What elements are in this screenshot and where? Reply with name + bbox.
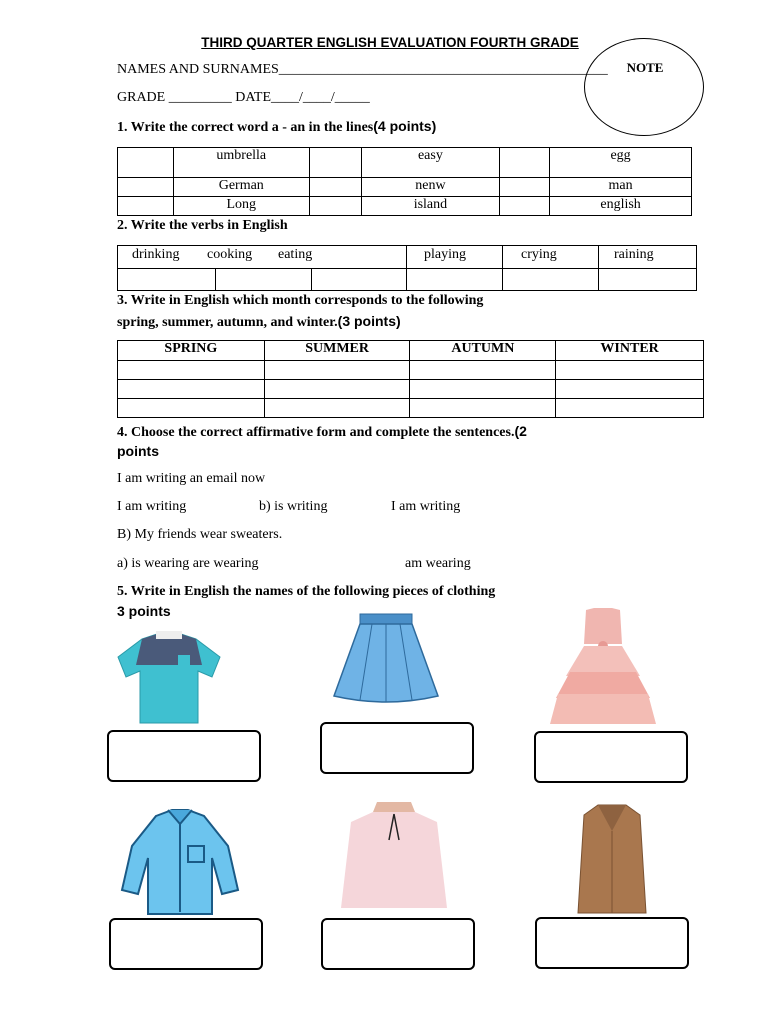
q2-verb: raining [614, 247, 654, 262]
q1-word-cell: Long [173, 197, 309, 216]
q4-option[interactable]: b) is writing [259, 499, 328, 514]
answer-box-4[interactable] [109, 918, 263, 970]
q1-blank-cell[interactable] [118, 148, 174, 178]
q4-option[interactable]: am wearing [405, 556, 471, 571]
q3-header-winter: WINTER [556, 341, 704, 361]
answer-box-2[interactable] [320, 722, 474, 774]
q1-blank-cell[interactable] [309, 197, 361, 216]
table-row [118, 361, 704, 380]
q1-blank-cell[interactable] [309, 178, 361, 197]
q2-answer-cell[interactable] [215, 269, 311, 291]
q4-prompt-wrap [117, 423, 527, 441]
q4-option[interactable]: I am writing [391, 499, 461, 514]
q3-header-autumn: AUTUMN [410, 341, 556, 361]
q4-prompt: 4. Choose the correct affirmative form and complete the sentences. [117, 425, 515, 440]
q3-points: (3 points) [337, 313, 401, 329]
dress-image [548, 606, 658, 728]
table-row [118, 380, 704, 399]
q3-prompt-line2-wrap [117, 313, 401, 331]
table-row [118, 341, 704, 361]
q2-answer-cell[interactable] [407, 269, 503, 291]
q1-word-cell: english [550, 197, 692, 216]
page-title: THIRD QUARTER ENGLISH EVALUATION FOURTH GRADE [201, 35, 579, 50]
q3-answer-cell[interactable] [410, 361, 556, 380]
q3-table [117, 340, 704, 418]
answer-box-6[interactable] [535, 917, 689, 969]
table-row [118, 178, 692, 197]
q4-points-a: (2 [514, 423, 527, 439]
q1-word-cell: German [173, 178, 309, 197]
answer-box-5[interactable] [321, 918, 475, 970]
q1-blank-cell[interactable] [309, 148, 361, 178]
grade-date-label[interactable]: GRADE _________ DATE____/____/_____ [117, 90, 370, 105]
q1-word-cell: umbrella [173, 148, 309, 178]
answer-box-3[interactable] [534, 731, 688, 783]
q2-verb: eating [278, 247, 313, 262]
q1-points: (4 points) [373, 118, 437, 134]
q3-answer-cell[interactable] [556, 361, 704, 380]
q1-blank-cell[interactable] [500, 178, 550, 197]
q1-table [117, 147, 692, 216]
q3-prompt-line2: spring, summer, autumn, and winter. [117, 315, 338, 330]
q1-word-cell: nenw [361, 178, 500, 197]
q4-option[interactable]: I am writing [117, 499, 187, 514]
q3-answer-cell[interactable] [410, 380, 556, 399]
q2-answer-cell[interactable] [599, 269, 697, 291]
note-label: NOTE [626, 60, 664, 75]
blouse-image [335, 800, 453, 912]
q1-word-cell: egg [550, 148, 692, 178]
table-row [118, 197, 692, 216]
q3-header-summer: SUMMER [264, 341, 410, 361]
coat-image [576, 803, 648, 917]
q3-answer-cell[interactable] [264, 361, 410, 380]
q1-prompt [117, 118, 436, 136]
table-row [118, 399, 704, 418]
q5-prompt: 5. Write in English the names of the following pieces of clothing [117, 584, 496, 599]
q3-answer-cell[interactable] [118, 399, 265, 418]
q3-answer-cell[interactable] [118, 380, 265, 399]
q1-word-cell: easy [361, 148, 500, 178]
table-row [118, 269, 697, 291]
q2-verb: playing [424, 247, 466, 262]
q1-blank-cell[interactable] [118, 197, 174, 216]
q1-prompt-text: 1. Write the correct word a - an in the lines [117, 120, 374, 135]
q3-answer-cell[interactable] [556, 399, 704, 418]
q1-blank-cell[interactable] [500, 197, 550, 216]
shirt-image [116, 806, 244, 918]
q4-sentence-a: I am writing an email now [117, 471, 266, 486]
q3-header-spring: SPRING [118, 341, 265, 361]
q3-answer-cell[interactable] [264, 380, 410, 399]
q5-points: 3 points [117, 603, 171, 619]
names-field-label[interactable]: NAMES AND SURNAMES_______________________________________________ [117, 62, 608, 77]
q2-verb: crying [521, 247, 557, 262]
note-circle [584, 38, 704, 136]
q2-cell [311, 246, 407, 269]
q3-answer-cell[interactable] [264, 399, 410, 418]
q4-option[interactable]: a) is wearing are wearing [117, 556, 259, 571]
q3-prompt-line1: 3. Write in English which month corresponds to the following [117, 293, 484, 308]
q2-answer-cell[interactable] [118, 269, 216, 291]
q2-verb: drinking [132, 247, 180, 262]
table-row [118, 246, 697, 269]
q1-word-cell: island [361, 197, 500, 216]
q3-answer-cell[interactable] [410, 399, 556, 418]
table-row [118, 148, 692, 178]
q2-verb: cooking [207, 247, 253, 262]
q2-answer-cell[interactable] [503, 269, 599, 291]
q2-table [117, 245, 697, 291]
q1-blank-cell[interactable] [118, 178, 174, 197]
q3-answer-cell[interactable] [556, 380, 704, 399]
q4-points-b: points [117, 443, 159, 459]
polo-shirt-image [112, 625, 226, 725]
q4-sentence-b: B) My friends wear sweaters. [117, 527, 283, 542]
q3-answer-cell[interactable] [118, 361, 265, 380]
q2-prompt: 2. Write the verbs in English [117, 218, 288, 233]
q1-blank-cell[interactable] [500, 148, 550, 178]
skirt-image [330, 612, 442, 704]
q1-word-cell: man [550, 178, 692, 197]
q2-answer-cell[interactable] [311, 269, 407, 291]
answer-box-1[interactable] [107, 730, 261, 782]
